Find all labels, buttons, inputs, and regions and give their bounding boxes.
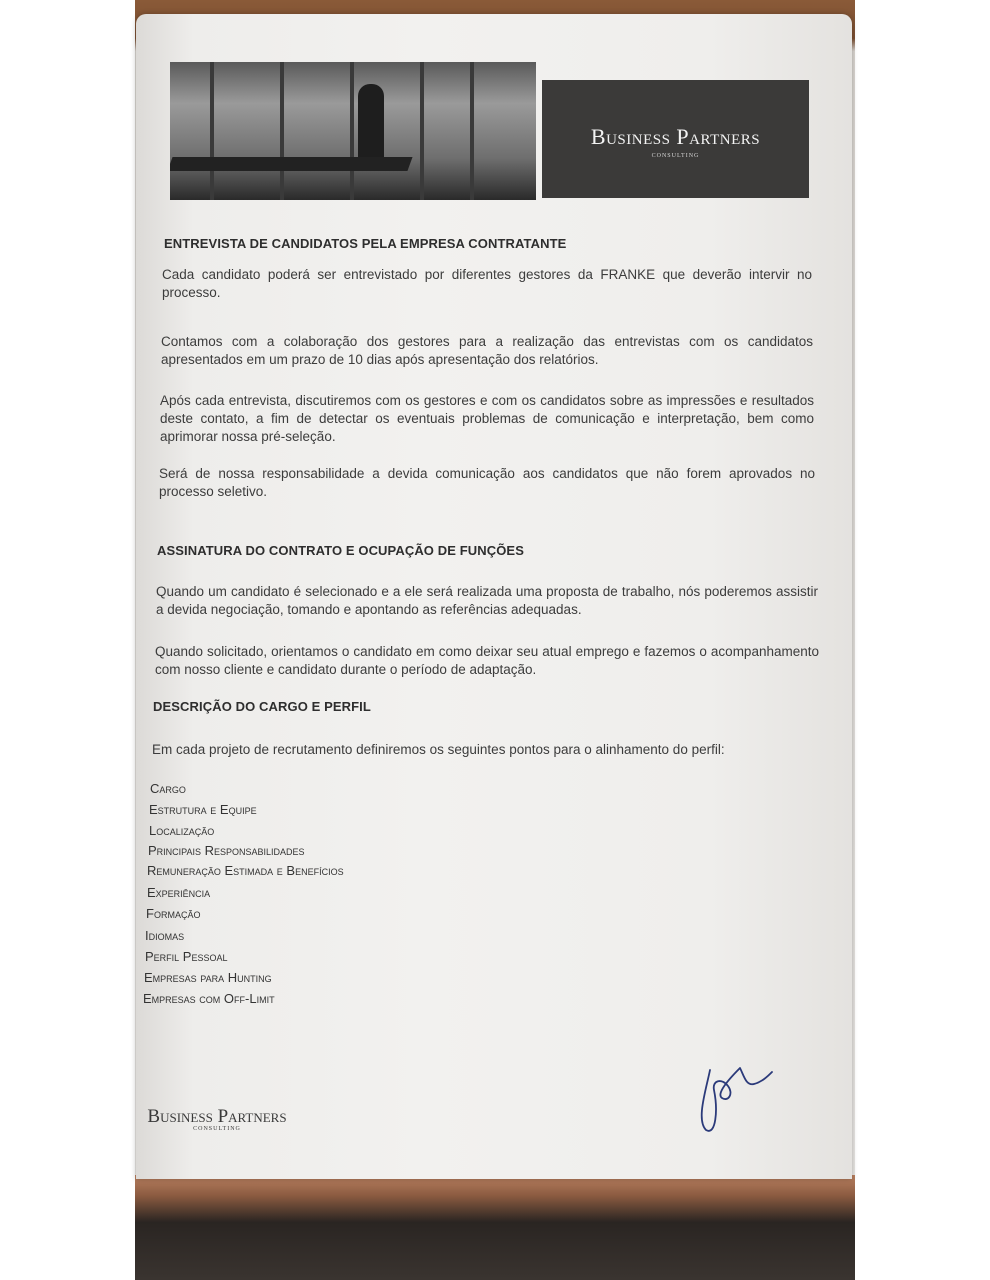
profile-list-item: Perfil Pessoal (145, 949, 228, 964)
paragraph: Em cada projeto de recrutamento definiremos os seguintes pontos para o alinhamento do perfil: (152, 742, 725, 757)
meeting-table (170, 157, 413, 171)
paragraph: Contamos com a colaboração dos gestores para a realização das entrevistas com os candidatos apresentados em um prazo de 10 dias após apresentação dos relatórios. (161, 334, 813, 367)
profile-list-item: Principais Responsabilidades (148, 843, 305, 858)
profile-list-item: Estrutura e Equipe (149, 802, 257, 817)
section-heading-descricao: DESCRIÇÃO DO CARGO E PERFIL (153, 699, 371, 714)
paragraph: Será de nossa responsabilidade a devida comunicação aos candidatos que não forem aprovados no processo seletivo. (159, 466, 815, 499)
profile-list-item: Remuneração Estimada e Benefícios (147, 863, 344, 878)
window-frame (210, 62, 214, 200)
profile-list-item: Cargo (150, 781, 186, 796)
window-frame (420, 62, 424, 200)
profile-list-item: Formação (146, 906, 201, 921)
profile-list-item: Experiência (147, 885, 211, 900)
profile-list-item: Localização (149, 823, 215, 838)
paragraph: Cada candidato poderá ser entrevistado por diferentes gestores da FRANKE que deverão intervir no processo. (162, 267, 812, 300)
profile-list-item: Idiomas (145, 928, 185, 943)
footer-logo-subtitle: CONSULTING (193, 1126, 241, 1132)
table-surface (135, 1175, 855, 1280)
paragraph: Quando solicitado, orientamos o candidato em como deixar seu atual emprego e fazemos o acompanhamento com nosso cliente e candidato durante o período de adaptação. (155, 644, 819, 677)
header-logo-subtitle: CONSULTING (651, 153, 700, 159)
section-heading-entrevista: ENTREVISTA DE CANDIDATOS PELA EMPRESA CONTRATANTE (164, 236, 567, 251)
header-logo-panel (542, 80, 809, 198)
paragraph: Quando um candidato é selecionado e a ele será realizada uma proposta de trabalho, nós poderemos assistir a devida negociação, tomando e apontando as referências adequadas. (156, 584, 818, 617)
paragraph: Após cada entrevista, discutiremos com os gestores e com os candidatos sobre as impressões e resultados deste contato, a fim de detectar os eventuais problemas de comunicação e interpretação, bem como aprimorar nossa pré-seleção. (160, 393, 814, 444)
footer-logo-text: Business Partners (147, 1106, 287, 1127)
section-heading-assinatura: ASSINATURA DO CONTRATO E OCUPAÇÃO DE FUNÇÕES (157, 543, 524, 558)
person-silhouette (358, 84, 384, 164)
footer-logo (137, 1106, 297, 1132)
profile-list-item: Empresas com Off-Limit (143, 991, 275, 1006)
profile-list-item: Empresas para Hunting (144, 970, 272, 985)
window-frame (350, 62, 354, 200)
banner-office-image (170, 62, 536, 200)
handwritten-signature (688, 1050, 778, 1140)
header-logo: Business Partners (590, 124, 761, 149)
window-frame (280, 62, 284, 200)
window-frame (470, 62, 474, 200)
